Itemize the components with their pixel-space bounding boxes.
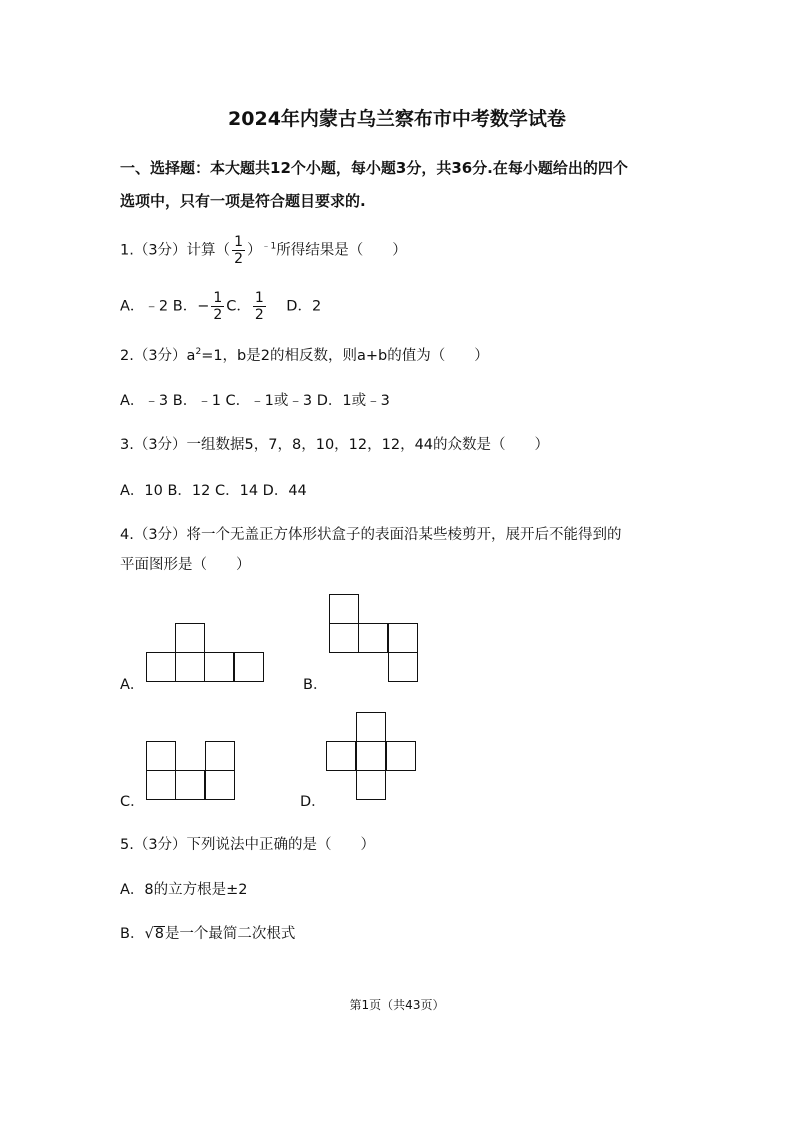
net-c-square [205,770,235,800]
q1-prefix: 1.（3分）计算（ [120,242,231,259]
q5-option-a: A．8的立方根是±2 [120,882,248,898]
question-1: 1.（3分）计算（ $\frac{1}{2}$ ）$^{﹣1}$所得结果是（ ） [120,234,407,267]
section-heading-line2: 选项中，只有一项是符合题目要求的. [120,192,366,210]
net-b-square [329,594,359,624]
q1-option-c-fraction [253,290,266,323]
q1-option-a: A．﹣2 [120,298,169,315]
q4-label-a: A． [120,677,145,693]
net-a-square [175,623,205,653]
net-b-square [388,652,418,682]
q1-option-b-sign: − [197,298,210,315]
q2-text-a: 2.（3分）a [120,348,196,364]
section-heading-line1: 一、选择题：本大题共12个小题，每小题3分，共36分.在每小题给出的四个 [120,159,628,177]
q1-option-b-label: B． [172,298,198,315]
net-d-square [356,741,386,771]
question-2 [120,344,489,365]
q1-option-c-label: C． [226,298,251,315]
q2-options: A．﹣3 B．﹣1 C．﹣1或﹣3 D．1或﹣3 [120,393,390,409]
q1-option-c-den: 2 [254,307,264,323]
page-footer: 第1页（共43页） [349,998,445,1012]
q1-option-c-num: 1 [254,290,264,306]
page-title: 2024年内蒙古乌兰察布市中考数学试卷 [228,108,566,130]
q1-options [120,290,321,323]
net-a-square [146,652,176,682]
q1-denominator: 2 [234,251,243,267]
q1-option-b-fraction [211,290,224,323]
net-c-square [146,770,176,800]
net-a-square [204,652,234,682]
net-b-square [329,623,359,653]
q1-suffix: 所得结果是（ ） [276,242,407,259]
net-c-square [175,770,205,800]
q1-fraction [232,234,245,267]
q4-label-c: C． [120,794,145,810]
q5-option-b: B．√8是一个最简二次根式 [120,926,296,942]
q1-exponent: ﹣1 [261,241,277,252]
q1-option-b-num: 1 [213,290,223,306]
net-d-square [386,741,416,771]
q4-label-d: D． [300,794,326,810]
net-a-square [175,652,205,682]
q5-option-b-text: 是一个最简二次根式 [164,926,296,942]
question-5: 5.（3分）下列说法中正确的是（ ） [120,837,376,853]
net-b-square [358,623,388,653]
net-d-square [356,712,386,742]
q1-option-b-den: 2 [213,307,223,323]
net-a-square [234,652,264,682]
q2-text-b: =1，b是2的相反数，则a+b的值为（ ） [201,348,489,364]
question-4-line1: 4.（3分）将一个无盖正方体形状盒子的表面沿某些棱剪开，展开后不能得到的 [120,527,622,543]
net-b-square [388,623,418,653]
q5-option-b-radicand: 8 [154,926,164,942]
net-c-square [205,741,235,771]
q4-label-b: B． [303,677,328,693]
net-c-square [146,741,176,771]
question-3: 3.（3分）一组数据5，7，8，10，12，12，44的众数是（ ） [120,437,550,453]
q3-options: A．10 B．12 C．14 D．44 [120,483,307,499]
q1-numerator: 1 [234,234,243,250]
question-4-line2: 平面图形是（ ） [120,557,251,573]
q1-option-d: D．2 [286,298,322,315]
net-d-square [326,741,356,771]
net-d-square [356,770,386,800]
q5-option-b-label: B． [120,926,145,942]
q2-superscript: 2 [195,347,202,358]
